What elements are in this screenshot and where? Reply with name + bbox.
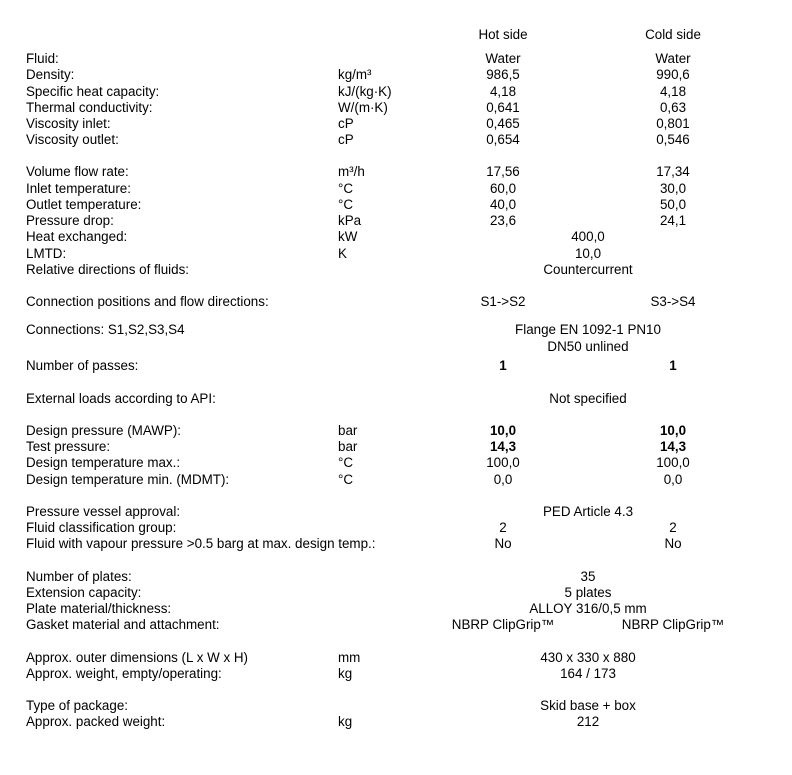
vessel-approval-value: PED Article 4.3 bbox=[542, 504, 634, 519]
outlet-temp-unit: °C bbox=[338, 197, 354, 212]
vapour-pressure-hot: No bbox=[494, 536, 512, 551]
viscosity-inlet-unit: cP bbox=[338, 116, 354, 131]
design-temp-min-hot: 0,0 bbox=[493, 472, 513, 487]
conductivity-label: Thermal conductivity: bbox=[26, 100, 153, 115]
viscosity-outlet-hot: 0,654 bbox=[486, 132, 520, 147]
passes-hot: 1 bbox=[499, 358, 507, 373]
heat-exchanged-unit: kW bbox=[338, 229, 358, 244]
density-cold: 990,6 bbox=[656, 67, 690, 82]
heat-exchanged-label: Heat exchanged: bbox=[26, 229, 128, 244]
extension-label: Extension capacity: bbox=[26, 585, 142, 600]
viscosity-outlet-label: Viscosity outlet: bbox=[26, 132, 119, 147]
conductivity-hot: 0,641 bbox=[486, 100, 520, 115]
extension-value: 5 plates bbox=[564, 585, 612, 600]
conductivity-cold: 0,63 bbox=[659, 100, 687, 115]
heat-capacity-unit: kJ/(kg·K) bbox=[338, 84, 392, 99]
viscosity-inlet-label: Viscosity inlet: bbox=[26, 116, 111, 131]
vapour-pressure-cold: No bbox=[664, 536, 682, 551]
heat-capacity-hot: 4,18 bbox=[489, 84, 517, 99]
design-temp-min-unit: °C bbox=[338, 472, 354, 487]
lmtd-unit: K bbox=[338, 246, 347, 261]
lmtd-label: LMTD: bbox=[26, 246, 67, 261]
dimensions-label: Approx. outer dimensions (L x W x H) bbox=[26, 650, 249, 665]
fluid-label: Fluid: bbox=[26, 51, 59, 66]
pressure-drop-unit: kPa bbox=[338, 213, 362, 228]
inlet-temp-unit: °C bbox=[338, 181, 354, 196]
fluid-group-cold: 2 bbox=[669, 520, 677, 535]
design-temp-min-cold: 0,0 bbox=[663, 472, 683, 487]
test-pressure-hot: 14,3 bbox=[489, 439, 517, 454]
directions-label: Relative directions of fluids: bbox=[26, 262, 189, 277]
flow-label: Volume flow rate: bbox=[26, 164, 129, 179]
outlet-temp-hot: 40,0 bbox=[489, 197, 517, 212]
heat-exchanged-value: 400,0 bbox=[571, 229, 605, 244]
design-pressure-cold: 10,0 bbox=[659, 423, 687, 438]
fluid-cold: Water bbox=[655, 51, 691, 66]
viscosity-inlet-cold: 0,801 bbox=[656, 116, 690, 131]
plates-label: Number of plates: bbox=[26, 569, 132, 584]
flow-cold: 17,34 bbox=[656, 164, 690, 179]
heat-capacity-cold: 4,18 bbox=[659, 84, 687, 99]
viscosity-inlet-hot: 0,465 bbox=[486, 116, 520, 131]
external-loads-value: Not specified bbox=[549, 391, 627, 406]
design-temp-min-label: Design temperature min. (MDMT): bbox=[26, 472, 230, 487]
test-pressure-label: Test pressure: bbox=[26, 439, 111, 454]
design-pressure-unit: bar bbox=[338, 423, 358, 438]
plate-material-value: ALLOY 316/0,5 mm bbox=[529, 601, 647, 616]
density-label: Density: bbox=[26, 67, 75, 82]
plates-value: 35 bbox=[580, 569, 596, 584]
gasket-cold: NBRP ClipGrip™ bbox=[621, 617, 725, 632]
dimensions-value: 430 x 330 x 880 bbox=[540, 650, 636, 665]
flow-hot: 17,56 bbox=[486, 164, 520, 179]
lmtd-value: 10,0 bbox=[574, 246, 602, 261]
density-unit: kg/m³ bbox=[338, 67, 372, 82]
design-pressure-hot: 10,0 bbox=[489, 423, 517, 438]
fluid-group-hot: 2 bbox=[499, 520, 507, 535]
design-temp-max-cold: 100,0 bbox=[656, 455, 690, 470]
connections-value-2: DN50 unlined bbox=[547, 339, 629, 354]
package-label: Type of package: bbox=[26, 698, 128, 713]
connections-value-1: Flange EN 1092-1 PN10 bbox=[515, 322, 661, 337]
design-temp-max-label: Design temperature max.: bbox=[26, 455, 181, 470]
pressure-drop-cold: 24,1 bbox=[659, 213, 687, 228]
fluid-hot: Water bbox=[485, 51, 521, 66]
plate-material-label: Plate material/thickness: bbox=[26, 601, 172, 616]
passes-cold: 1 bbox=[669, 358, 677, 373]
connection-positions-cold: S3->S4 bbox=[650, 294, 696, 309]
header-hot-side: Hot side bbox=[478, 27, 528, 42]
package-value: Skid base + box bbox=[540, 698, 636, 713]
inlet-temp-cold: 30,0 bbox=[659, 181, 687, 196]
conductivity-unit: W/(m·K) bbox=[338, 100, 388, 115]
flow-unit: m³/h bbox=[338, 164, 365, 179]
design-temp-max-hot: 100,0 bbox=[486, 455, 520, 470]
weight-value: 164 / 173 bbox=[560, 666, 616, 681]
connection-positions-hot: S1->S2 bbox=[480, 294, 526, 309]
packed-weight-unit: kg bbox=[338, 714, 353, 729]
packed-weight-value: 212 bbox=[576, 714, 600, 729]
external-loads-label: External loads according to API: bbox=[26, 391, 216, 406]
outlet-temp-label: Outlet temperature: bbox=[26, 197, 142, 212]
vessel-approval-label: Pressure vessel approval: bbox=[26, 504, 181, 519]
directions-value: Countercurrent bbox=[543, 262, 633, 277]
design-pressure-label: Design pressure (MAWP): bbox=[26, 423, 182, 438]
design-temp-max-unit: °C bbox=[338, 455, 354, 470]
test-pressure-cold: 14,3 bbox=[659, 439, 687, 454]
packed-weight-label: Approx. packed weight: bbox=[26, 714, 166, 729]
fluid-group-label: Fluid classification group: bbox=[26, 520, 177, 535]
pressure-drop-label: Pressure drop: bbox=[26, 213, 114, 228]
inlet-temp-hot: 60,0 bbox=[489, 181, 517, 196]
viscosity-outlet-cold: 0,546 bbox=[656, 132, 690, 147]
inlet-temp-label: Inlet temperature: bbox=[26, 181, 131, 196]
vapour-pressure-label: Fluid with vapour pressure >0.5 barg at max. design temp.: bbox=[26, 536, 376, 551]
gasket-label: Gasket material and attachment: bbox=[26, 617, 220, 632]
gasket-hot: NBRP ClipGrip™ bbox=[451, 617, 555, 632]
connections-label: Connections: S1,S2,S3,S4 bbox=[26, 322, 185, 337]
heat-capacity-label: Specific heat capacity: bbox=[26, 84, 160, 99]
connection-positions-label: Connection positions and flow directions: bbox=[26, 294, 269, 309]
passes-label: Number of passes: bbox=[26, 358, 139, 373]
weight-unit: kg bbox=[338, 666, 353, 681]
outlet-temp-cold: 50,0 bbox=[659, 197, 687, 212]
weight-label: Approx. weight, empty/operating: bbox=[26, 666, 222, 681]
viscosity-outlet-unit: cP bbox=[338, 132, 354, 147]
test-pressure-unit: bar bbox=[338, 439, 358, 454]
density-hot: 986,5 bbox=[486, 67, 520, 82]
header-cold-side: Cold side bbox=[645, 27, 701, 42]
dimensions-unit: mm bbox=[338, 650, 361, 665]
pressure-drop-hot: 23,6 bbox=[489, 213, 517, 228]
